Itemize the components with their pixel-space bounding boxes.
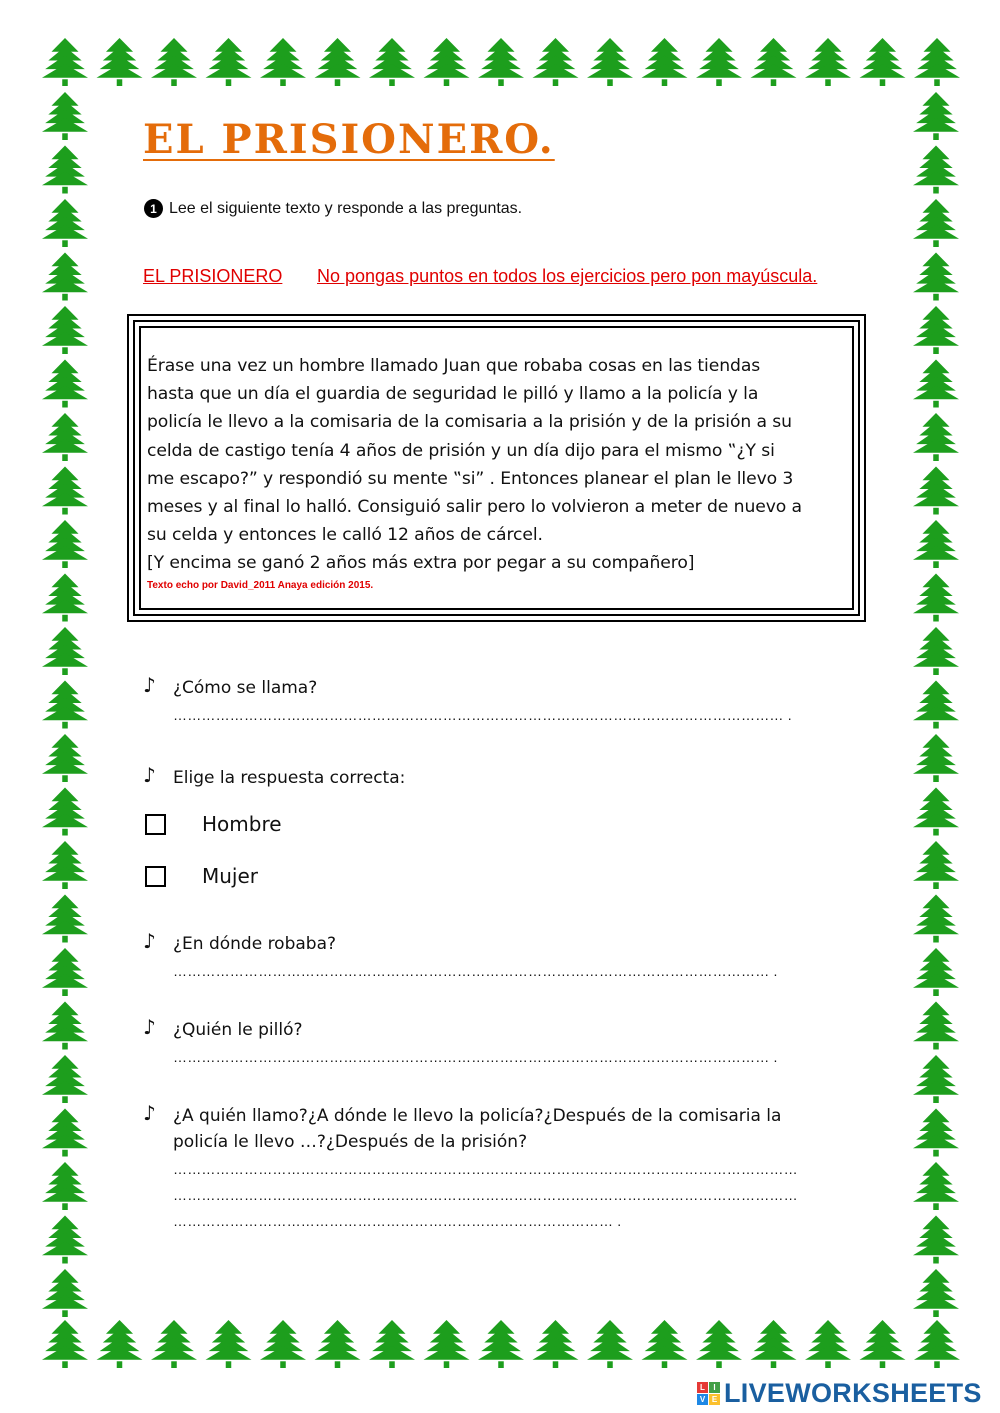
tree-icon bbox=[696, 1320, 742, 1368]
tree-icon bbox=[913, 788, 959, 836]
liveworksheets-logo bbox=[697, 1378, 982, 1409]
music-note-icon: ♪ bbox=[143, 1101, 156, 1125]
tree-icon bbox=[42, 627, 88, 675]
tree-icon bbox=[913, 92, 959, 140]
tree-icon bbox=[424, 1320, 470, 1368]
option-label: Hombre bbox=[202, 812, 282, 836]
tree-icon bbox=[42, 253, 88, 301]
tree-icon bbox=[913, 199, 959, 247]
answer-line-where-stole[interactable]: ……………………………………………………………………………………………………………… . bbox=[173, 963, 778, 979]
answer-line-sequence-1[interactable]: …………………………………………………………………………………………………………………… bbox=[173, 1161, 798, 1177]
option-label: Mujer bbox=[202, 864, 259, 888]
tree-icon bbox=[42, 841, 88, 889]
question-who-caught bbox=[143, 1017, 303, 1043]
tree-icon bbox=[914, 38, 960, 86]
tree-icon bbox=[913, 734, 959, 782]
question-text: ¿Quién le pilló? bbox=[173, 1020, 303, 1040]
story-line: me escapo?” y respondió su mente ‟si” . Entonces planear el plan le llevo 3 bbox=[147, 468, 794, 489]
logo-text: LIVEWORKSHEETS bbox=[724, 1378, 982, 1408]
logo-letter: E bbox=[709, 1394, 720, 1405]
logo-letter: L bbox=[697, 1382, 708, 1393]
tree-icon bbox=[42, 681, 88, 729]
story-box bbox=[127, 314, 866, 622]
tree-icon bbox=[805, 38, 851, 86]
tree-icon bbox=[206, 1320, 252, 1368]
story-line: celda de castigo tenía 4 años de prisión y un día dijo para el mismo ‟¿Y si bbox=[147, 440, 775, 461]
story-text bbox=[147, 352, 848, 578]
tree-icon bbox=[913, 253, 959, 301]
tree-icon bbox=[478, 1320, 524, 1368]
tree-icon bbox=[533, 38, 579, 86]
tree-icon bbox=[42, 1002, 88, 1050]
music-note-icon: ♪ bbox=[143, 929, 156, 953]
story-line: policía le llevo a la comisaria de la comisaria a la prisión y de la prisión a su bbox=[147, 412, 792, 433]
option-mujer[interactable] bbox=[145, 864, 258, 888]
tree-icon bbox=[42, 1269, 88, 1317]
music-note-icon: ♪ bbox=[143, 1015, 156, 1039]
tree-icon bbox=[913, 360, 959, 408]
question-text: Elige la respuesta correcta: bbox=[173, 768, 406, 788]
tree-icon bbox=[42, 895, 88, 943]
tree-icon bbox=[97, 1320, 143, 1368]
tree-icon bbox=[913, 1162, 959, 1210]
tree-icon bbox=[315, 38, 361, 86]
tree-icon bbox=[587, 38, 633, 86]
tree-icon bbox=[860, 1320, 906, 1368]
tree-icon bbox=[97, 38, 143, 86]
tree-icon bbox=[860, 38, 906, 86]
tree-icon bbox=[424, 38, 470, 86]
tree-icon bbox=[42, 1162, 88, 1210]
question-text-line: ¿A quién llamo?¿A dónde le llevo la policía?¿Después de la comisaria la bbox=[173, 1106, 782, 1126]
tree-icon bbox=[42, 1109, 88, 1157]
answer-line-sequence-2[interactable]: …………………………………………………………………………………………………………………… bbox=[173, 1187, 798, 1203]
punctuation-note: No pongas puntos en todos los ejercicios pero pon mayúscula. bbox=[317, 266, 818, 286]
story-line: Érase una vez un hombre llamado Juan que robaba cosas en las tiendas bbox=[147, 356, 761, 376]
tree-icon bbox=[696, 38, 742, 86]
tree-icon bbox=[642, 1320, 688, 1368]
question-sequence bbox=[143, 1103, 781, 1155]
music-note-icon: ♪ bbox=[143, 763, 156, 787]
tree-icon bbox=[913, 1055, 959, 1103]
tree-icon bbox=[42, 413, 88, 461]
tree-icon bbox=[42, 1055, 88, 1103]
tree-icon bbox=[151, 1320, 197, 1368]
story-line: hasta que un día el guardia de seguridad le pilló y llamo a la policía y la bbox=[147, 384, 759, 405]
answer-line-who-caught[interactable]: ……………………………………………………………………………………………………………… . bbox=[173, 1049, 778, 1065]
tree-icon bbox=[913, 681, 959, 729]
tree-icon bbox=[42, 734, 88, 782]
tree-icon bbox=[315, 1320, 361, 1368]
question-text: ¿En dónde robaba? bbox=[173, 934, 337, 954]
tree-icon bbox=[913, 895, 959, 943]
question-where-stole bbox=[143, 931, 336, 957]
question-choose bbox=[143, 765, 405, 791]
instruction-text: Lee el siguiente texto y responde a las preguntas. bbox=[169, 199, 523, 217]
tree-icon bbox=[913, 467, 959, 515]
tree-icon bbox=[42, 38, 88, 86]
music-note-icon: ♪ bbox=[143, 673, 156, 697]
tree-icon bbox=[42, 467, 88, 515]
story-line: meses y al final lo halló. Consiguió salir pero lo volvieron a meter de nuevo a bbox=[147, 497, 802, 518]
tree-icon bbox=[533, 1320, 579, 1368]
tree-icon bbox=[913, 1002, 959, 1050]
tree-icon bbox=[260, 38, 306, 86]
logo-letter: I bbox=[709, 1382, 720, 1393]
tree-icon bbox=[913, 574, 959, 622]
answer-line-sequence-3[interactable]: ………………………………………………………………………………… . bbox=[173, 1213, 622, 1229]
question-name bbox=[143, 675, 317, 701]
page-title: EL PRISIONERO. bbox=[143, 116, 555, 163]
story-title-label: EL PRISIONERO bbox=[143, 266, 283, 286]
story-credit: Texto echo por David_2011 Anaya edición 2015. bbox=[147, 579, 374, 591]
tree-icon bbox=[751, 1320, 797, 1368]
question-text: ¿Cómo se llama? bbox=[173, 678, 318, 698]
tree-icon bbox=[913, 1109, 959, 1157]
question-text bbox=[173, 1103, 781, 1155]
tree-icon bbox=[913, 948, 959, 996]
tree-icon bbox=[914, 1320, 960, 1368]
tree-icon bbox=[913, 413, 959, 461]
question-text-line: policía le llevo …?¿Después de la prisión? bbox=[173, 1132, 528, 1152]
tree-icon bbox=[913, 1269, 959, 1317]
story-line: su celda y entonces le calló 12 años de cárcel. bbox=[147, 525, 543, 546]
tree-icon bbox=[42, 788, 88, 836]
tree-icon bbox=[751, 38, 797, 86]
tree-icon bbox=[42, 1216, 88, 1264]
tree-icon bbox=[642, 38, 688, 86]
tree-icon bbox=[42, 92, 88, 140]
tree-icon bbox=[587, 1320, 633, 1368]
tree-icon bbox=[42, 360, 88, 408]
logo-mark-icon bbox=[697, 1382, 720, 1405]
tree-icon bbox=[369, 1320, 415, 1368]
instruction-number-badge: 1 bbox=[144, 199, 163, 218]
tree-icon bbox=[42, 306, 88, 354]
tree-icon bbox=[913, 306, 959, 354]
checkbox-hombre[interactable] bbox=[145, 814, 166, 835]
tree-icon bbox=[913, 1216, 959, 1264]
tree-icon bbox=[913, 841, 959, 889]
checkbox-mujer[interactable] bbox=[145, 866, 166, 887]
logo-letter: V bbox=[697, 1394, 708, 1405]
option-hombre[interactable] bbox=[145, 812, 282, 836]
tree-icon bbox=[42, 948, 88, 996]
tree-icon bbox=[913, 627, 959, 675]
tree-icon bbox=[805, 1320, 851, 1368]
instruction bbox=[144, 199, 522, 218]
tree-icon bbox=[42, 199, 88, 247]
tree-icon bbox=[260, 1320, 306, 1368]
tree-icon bbox=[42, 1320, 88, 1368]
tree-icon bbox=[369, 38, 415, 86]
tree-icon bbox=[913, 146, 959, 194]
tree-icon bbox=[478, 38, 524, 86]
tree-icon bbox=[913, 520, 959, 568]
tree-icon bbox=[42, 520, 88, 568]
tree-icon bbox=[42, 574, 88, 622]
story-line: [Y encima se ganó 2 años más extra por pegar a su compañero] bbox=[147, 553, 695, 574]
tree-icon bbox=[151, 38, 197, 86]
answer-line-name[interactable]: ………………………………………………………………………………………………………………… . bbox=[173, 707, 792, 723]
tree-icon bbox=[42, 146, 88, 194]
tree-icon bbox=[206, 38, 252, 86]
